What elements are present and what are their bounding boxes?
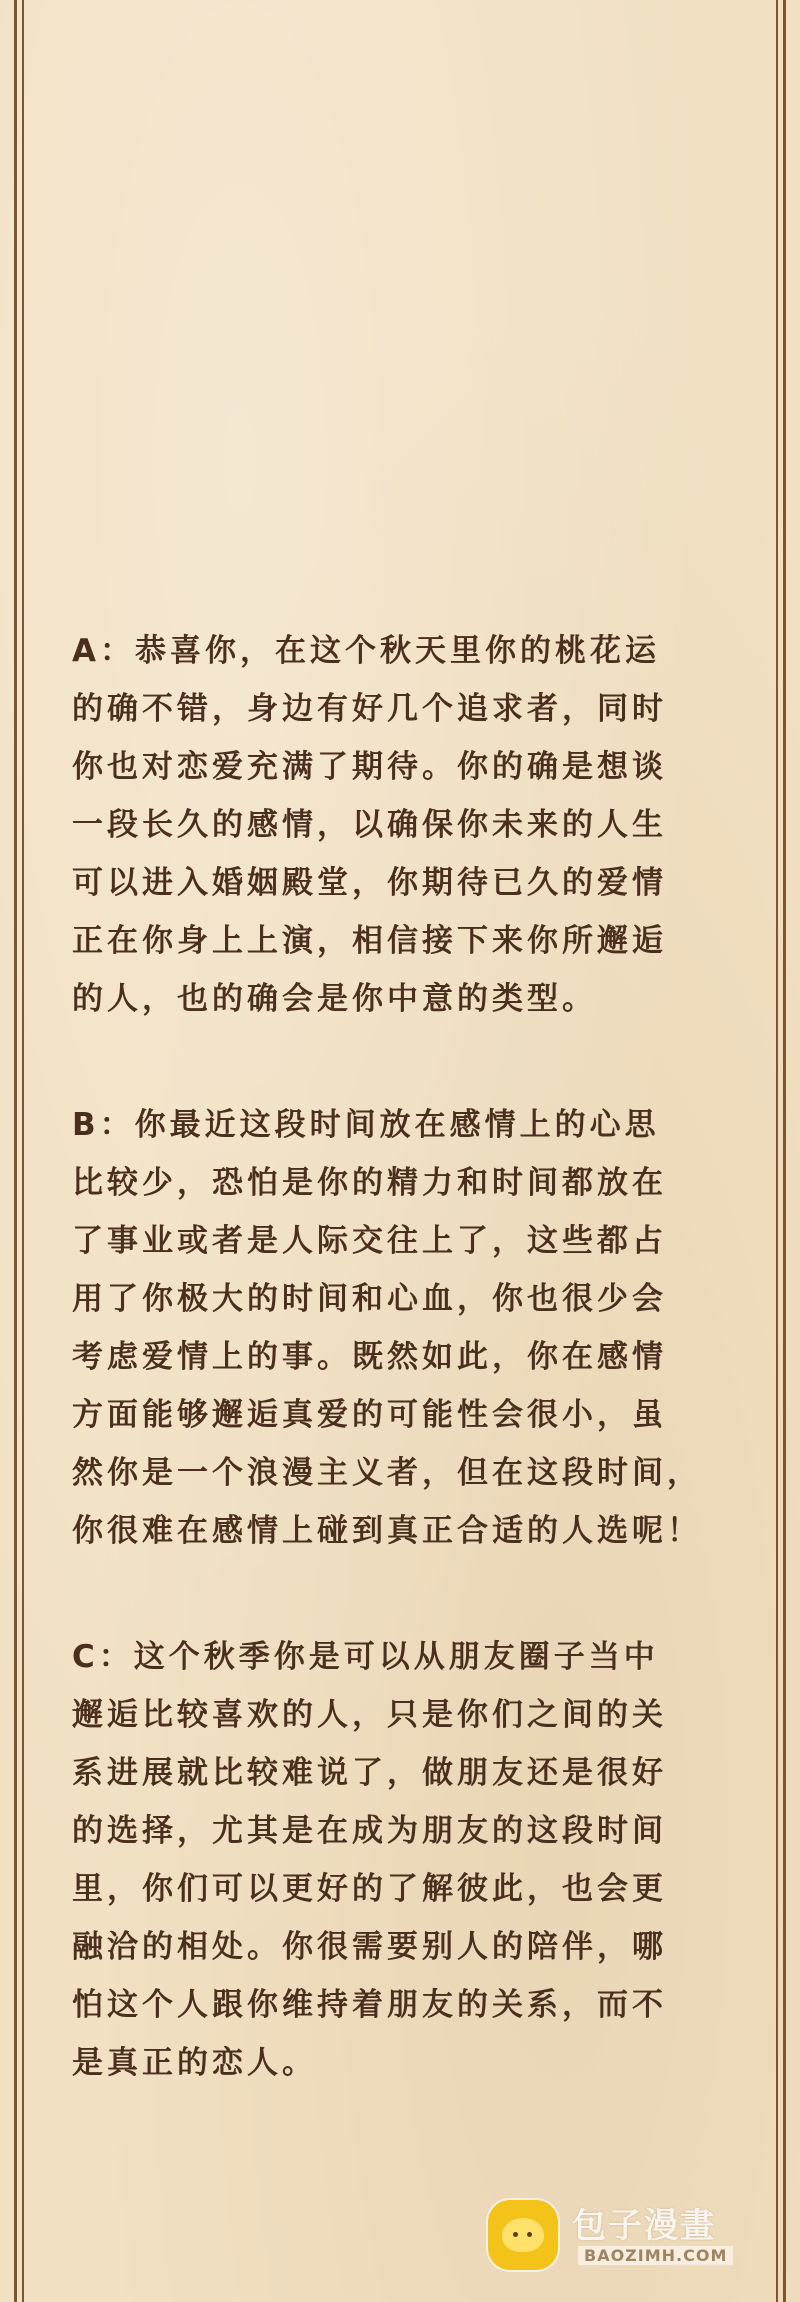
- watermark-subtitle: [572, 2246, 733, 2265]
- site-watermark: [488, 2196, 778, 2286]
- bun-eye-icon: [527, 2232, 532, 2237]
- section-c-line: 是真正的恋人。: [72, 2045, 317, 2081]
- section-a-line: 一段长久的感情，以确保你未来的人生: [72, 807, 667, 843]
- bun-face: [502, 2218, 544, 2252]
- watermark-title: 包子漫畫: [572, 2206, 716, 2246]
- bun-logo-icon: [488, 2200, 558, 2270]
- section-c-line: 里，你们可以更好的了解彼此，也会更: [72, 1871, 667, 1907]
- section-b: [72, 1096, 762, 1560]
- section-b-line: 然你是一个浪漫主义者，但在这段时间，: [72, 1455, 702, 1491]
- section-a-line: 正在你身上上演，相信接下来你所邂逅: [72, 923, 667, 959]
- section-c-line: C：这个秋季你是可以从朋友圈子当中: [72, 1639, 659, 1675]
- section-a: [72, 622, 762, 1028]
- left-border-inner: [22, 0, 24, 2302]
- watermark-url: BAOZIMH.COM: [578, 2246, 733, 2265]
- section-c-line: 融洽的相处。你很需要别人的陪伴，哪: [72, 1929, 667, 1965]
- section-b-line: 了事业或者是人际交往上了，这些都占: [72, 1223, 667, 1259]
- section-c: [72, 1628, 762, 2092]
- section-c-line: 系进展就比较难说了，做朋友还是很好: [72, 1755, 667, 1791]
- section-b-line: 方面能够邂逅真爱的可能性会很小，虽: [72, 1397, 667, 1433]
- section-b-line: B：你最近这段时间放在感情上的心思: [72, 1107, 660, 1143]
- result-text: [72, 622, 762, 2160]
- left-border-outer: [14, 0, 17, 2302]
- section-c-line: 邂逅比较喜欢的人，只是你们之间的关: [72, 1697, 667, 1733]
- bun-eye-icon: [513, 2232, 518, 2237]
- section-a-line: 你也对恋爱充满了期待。你的确是想谈: [72, 749, 667, 785]
- section-b-line: 用了你极大的时间和心血，你也很少会: [72, 1281, 667, 1317]
- section-a-line: A：恭喜你，在这个秋天里你的桃花运: [72, 633, 660, 669]
- section-b-line: 你很难在感情上碰到真正合适的人选呢！: [72, 1513, 702, 1549]
- section-a-line: 的确不错，身边有好几个追求者，同时: [72, 691, 667, 727]
- section-b-line: 比较少，恐怕是你的精力和时间都放在: [72, 1165, 667, 1201]
- right-border-outer: [783, 0, 786, 2302]
- section-c-line: 怕这个人跟你维持着朋友的关系，而不: [72, 1987, 667, 2023]
- section-c-line: 的选择，尤其是在成为朋友的这段时间: [72, 1813, 667, 1849]
- section-b-line: 考虑爱情上的事。既然如此，你在感情: [72, 1339, 667, 1375]
- right-border-inner: [776, 0, 778, 2302]
- section-a-line: 的人，也的确会是你中意的类型。: [72, 981, 597, 1017]
- section-a-line: 可以进入婚姻殿堂，你期待已久的爱情: [72, 865, 667, 901]
